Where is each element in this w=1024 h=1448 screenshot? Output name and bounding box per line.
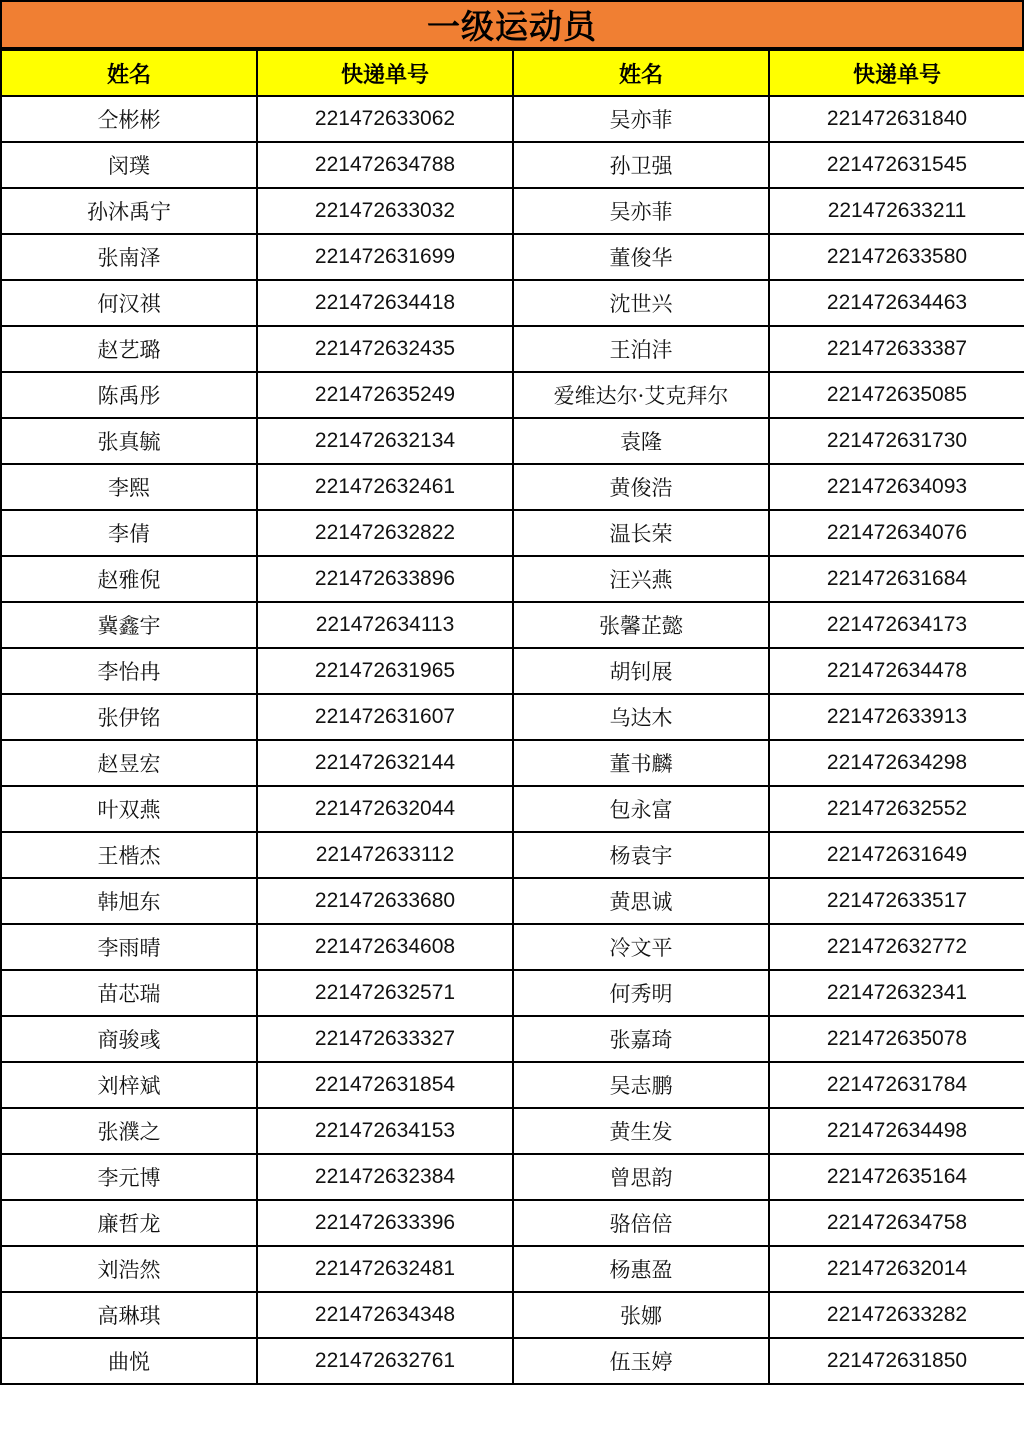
cell-name-left: 刘梓斌 xyxy=(1,1062,257,1108)
cell-tracking-left: 221472634153 xyxy=(257,1108,513,1154)
cell-name-left: 冀鑫宇 xyxy=(1,602,257,648)
cell-name-right: 张娜 xyxy=(513,1292,769,1338)
cell-tracking-right: 221472632772 xyxy=(769,924,1024,970)
cell-name-left: 高琳琪 xyxy=(1,1292,257,1338)
cell-tracking-right: 221472634498 xyxy=(769,1108,1024,1154)
cell-name-left: 赵雅倪 xyxy=(1,556,257,602)
cell-name-right: 吴志鹏 xyxy=(513,1062,769,1108)
cell-tracking-right: 221472634298 xyxy=(769,740,1024,786)
cell-tracking-left: 221472631965 xyxy=(257,648,513,694)
cell-tracking-left: 221472633112 xyxy=(257,832,513,878)
cell-tracking-left: 221472631607 xyxy=(257,694,513,740)
cell-tracking-right: 221472634478 xyxy=(769,648,1024,694)
cell-tracking-left: 221472633680 xyxy=(257,878,513,924)
cell-name-left: 廉哲龙 xyxy=(1,1200,257,1246)
cell-name-left: 商骏彧 xyxy=(1,1016,257,1062)
cell-name-right: 汪兴燕 xyxy=(513,556,769,602)
cell-tracking-left: 221472634608 xyxy=(257,924,513,970)
table-row xyxy=(1,510,1024,556)
cell-tracking-right: 221472631545 xyxy=(769,142,1024,188)
cell-tracking-left: 221472634788 xyxy=(257,142,513,188)
cell-tracking-left: 221472632481 xyxy=(257,1246,513,1292)
cell-tracking-left: 221472634418 xyxy=(257,280,513,326)
cell-name-left: 何汉祺 xyxy=(1,280,257,326)
cell-name-left: 曲悦 xyxy=(1,1338,257,1384)
table-row xyxy=(1,372,1024,418)
cell-name-left: 赵艺璐 xyxy=(1,326,257,372)
cell-tracking-left: 221472633896 xyxy=(257,556,513,602)
cell-tracking-left: 221472634348 xyxy=(257,1292,513,1338)
table-row xyxy=(1,96,1024,142)
cell-tracking-left: 221472632435 xyxy=(257,326,513,372)
header-name-left: 姓名 xyxy=(1,50,257,96)
cell-tracking-right: 221472634093 xyxy=(769,464,1024,510)
cell-name-right: 王泊沣 xyxy=(513,326,769,372)
table-row xyxy=(1,418,1024,464)
cell-name-left: 刘浩然 xyxy=(1,1246,257,1292)
cell-name-left: 王楷杰 xyxy=(1,832,257,878)
cell-tracking-left: 221472632044 xyxy=(257,786,513,832)
cell-tracking-right: 221472635164 xyxy=(769,1154,1024,1200)
cell-name-left: 苗芯瑞 xyxy=(1,970,257,1016)
table-row xyxy=(1,280,1024,326)
cell-tracking-right: 221472633913 xyxy=(769,694,1024,740)
cell-tracking-left: 221472632384 xyxy=(257,1154,513,1200)
cell-name-right: 杨袁宇 xyxy=(513,832,769,878)
cell-tracking-right: 221472631784 xyxy=(769,1062,1024,1108)
cell-name-left: 赵昱宏 xyxy=(1,740,257,786)
cell-tracking-right: 221472634463 xyxy=(769,280,1024,326)
roster-table xyxy=(0,49,1024,1385)
table-row xyxy=(1,142,1024,188)
table-row xyxy=(1,648,1024,694)
cell-tracking-right: 221472632014 xyxy=(769,1246,1024,1292)
cell-name-left: 张南泽 xyxy=(1,234,257,280)
cell-name-left: 李雨晴 xyxy=(1,924,257,970)
cell-tracking-left: 221472635249 xyxy=(257,372,513,418)
header-row xyxy=(1,50,1024,96)
cell-name-right: 何秀明 xyxy=(513,970,769,1016)
cell-tracking-right: 221472633211 xyxy=(769,188,1024,234)
cell-name-right: 张嘉琦 xyxy=(513,1016,769,1062)
cell-tracking-left: 221472632134 xyxy=(257,418,513,464)
cell-name-right: 孙卫强 xyxy=(513,142,769,188)
table-row xyxy=(1,970,1024,1016)
table-row xyxy=(1,1246,1024,1292)
cell-tracking-left: 221472632144 xyxy=(257,740,513,786)
cell-tracking-right: 221472631840 xyxy=(769,96,1024,142)
cell-name-left: 李元博 xyxy=(1,1154,257,1200)
header-tracking-left: 快递单号 xyxy=(257,50,513,96)
cell-tracking-right: 221472631850 xyxy=(769,1338,1024,1384)
cell-tracking-right: 221472632341 xyxy=(769,970,1024,1016)
cell-name-right: 胡钊展 xyxy=(513,648,769,694)
cell-tracking-right: 221472633580 xyxy=(769,234,1024,280)
cell-name-left: 张伊铭 xyxy=(1,694,257,740)
table-row xyxy=(1,188,1024,234)
cell-name-left: 孙沐禹宁 xyxy=(1,188,257,234)
cell-name-right: 董书麟 xyxy=(513,740,769,786)
cell-name-right: 曾思韵 xyxy=(513,1154,769,1200)
sheet-title: 一级运动员 xyxy=(0,0,1024,49)
cell-name-left: 张濮之 xyxy=(1,1108,257,1154)
cell-tracking-right: 221472631684 xyxy=(769,556,1024,602)
table-row xyxy=(1,694,1024,740)
cell-tracking-left: 221472634113 xyxy=(257,602,513,648)
header-tracking-right: 快递单号 xyxy=(769,50,1024,96)
table-row xyxy=(1,1154,1024,1200)
cell-tracking-right: 221472633282 xyxy=(769,1292,1024,1338)
cell-name-right: 爱维达尔·艾克拜尔 xyxy=(513,372,769,418)
cell-tracking-right: 221472633387 xyxy=(769,326,1024,372)
cell-name-right: 伍玉婷 xyxy=(513,1338,769,1384)
cell-name-left: 张真毓 xyxy=(1,418,257,464)
cell-name-right: 张馨芷懿 xyxy=(513,602,769,648)
cell-name-right: 董俊华 xyxy=(513,234,769,280)
cell-tracking-right: 221472632552 xyxy=(769,786,1024,832)
cell-tracking-left: 221472632571 xyxy=(257,970,513,1016)
cell-tracking-right: 221472631649 xyxy=(769,832,1024,878)
table-row xyxy=(1,464,1024,510)
cell-name-right: 吴亦菲 xyxy=(513,188,769,234)
table-row xyxy=(1,556,1024,602)
cell-name-left: 李熙 xyxy=(1,464,257,510)
cell-name-left: 李怡冉 xyxy=(1,648,257,694)
cell-tracking-right: 221472635078 xyxy=(769,1016,1024,1062)
cell-tracking-left: 221472633327 xyxy=(257,1016,513,1062)
table-row xyxy=(1,234,1024,280)
table-row xyxy=(1,1108,1024,1154)
cell-tracking-left: 221472633396 xyxy=(257,1200,513,1246)
cell-name-right: 吴亦菲 xyxy=(513,96,769,142)
cell-name-left: 闵璞 xyxy=(1,142,257,188)
cell-name-left: 韩旭东 xyxy=(1,878,257,924)
cell-tracking-right: 221472634076 xyxy=(769,510,1024,556)
cell-tracking-left: 221472632761 xyxy=(257,1338,513,1384)
cell-name-right: 黄思诚 xyxy=(513,878,769,924)
cell-name-left: 叶双燕 xyxy=(1,786,257,832)
table-row xyxy=(1,1016,1024,1062)
cell-name-right: 乌达木 xyxy=(513,694,769,740)
table-row xyxy=(1,832,1024,878)
cell-name-right: 黄生发 xyxy=(513,1108,769,1154)
table-row xyxy=(1,924,1024,970)
table-header xyxy=(1,50,1024,96)
cell-name-right: 温长荣 xyxy=(513,510,769,556)
table-row xyxy=(1,1062,1024,1108)
cell-name-left: 陈禹彤 xyxy=(1,372,257,418)
cell-tracking-left: 221472633062 xyxy=(257,96,513,142)
cell-name-right: 包永富 xyxy=(513,786,769,832)
cell-tracking-right: 221472635085 xyxy=(769,372,1024,418)
table-row xyxy=(1,878,1024,924)
table-body xyxy=(1,96,1024,1384)
table-row xyxy=(1,1200,1024,1246)
cell-name-right: 杨惠盈 xyxy=(513,1246,769,1292)
cell-name-right: 冷文平 xyxy=(513,924,769,970)
cell-name-right: 骆倍倍 xyxy=(513,1200,769,1246)
table-row xyxy=(1,786,1024,832)
cell-tracking-right: 221472634758 xyxy=(769,1200,1024,1246)
cell-tracking-right: 221472631730 xyxy=(769,418,1024,464)
header-name-right: 姓名 xyxy=(513,50,769,96)
cell-tracking-right: 221472634173 xyxy=(769,602,1024,648)
cell-name-left: 李倩 xyxy=(1,510,257,556)
cell-name-right: 黄俊浩 xyxy=(513,464,769,510)
table-row xyxy=(1,326,1024,372)
cell-tracking-left: 221472631854 xyxy=(257,1062,513,1108)
cell-name-right: 袁隆 xyxy=(513,418,769,464)
table-row xyxy=(1,740,1024,786)
cell-tracking-left: 221472633032 xyxy=(257,188,513,234)
table-row xyxy=(1,1292,1024,1338)
cell-tracking-right: 221472633517 xyxy=(769,878,1024,924)
table-row xyxy=(1,602,1024,648)
cell-tracking-left: 221472632461 xyxy=(257,464,513,510)
table-row xyxy=(1,1338,1024,1384)
cell-name-right: 沈世兴 xyxy=(513,280,769,326)
cell-name-left: 仝彬彬 xyxy=(1,96,257,142)
cell-tracking-left: 221472632822 xyxy=(257,510,513,556)
cell-tracking-left: 221472631699 xyxy=(257,234,513,280)
